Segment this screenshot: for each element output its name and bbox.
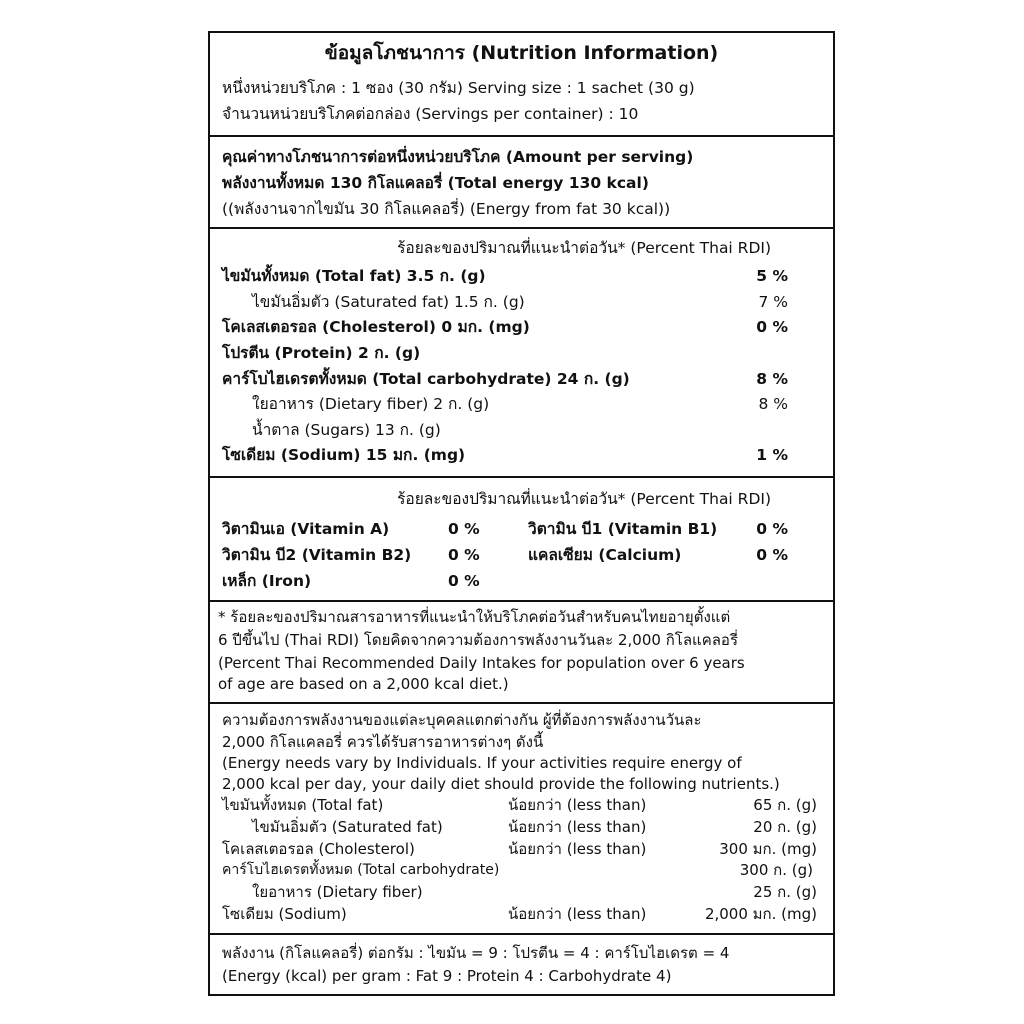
energy-from-fat: ((พลังงานจากไขมัน 30 กิโลแคลอรี่) (Energy from fat 30 kcal)) [222, 200, 671, 218]
vitamin-percent: 0 % [448, 546, 480, 564]
guideline-qualifier: น้อยกว่า (less than) [508, 905, 647, 923]
nutrient-row-label: ใยอาหาร (Dietary fiber) 2 ก. (g) [252, 395, 490, 413]
rdi-header: ร้อยละของปริมาณที่แนะนำต่อวัน* (Percent Thai RDI) [397, 239, 771, 257]
nutrient-row-label: คาร์โบไฮเดรตทั้งหมด (Total carbohydrate) 24 ก. (g) [222, 370, 630, 388]
guideline-label: คาร์โบไฮเดรตทั้งหมด (Total carbohydrate) [222, 862, 500, 878]
vitamin-label: วิตามิน บี2 (Vitamin B2) [222, 546, 412, 564]
guideline-value: 65 ก. (g) [753, 796, 817, 814]
guideline-qualifier: น้อยกว่า (less than) [508, 840, 647, 858]
label-title: ข้อมูลโภชนาการ (Nutrition Information) [324, 42, 719, 64]
energy-per-gram-section [210, 935, 833, 994]
serving-size: หนึ่งหน่วยบริโภค : 1 ซอง (30 กรัม) Serving size : 1 sachet (30 g) [222, 79, 695, 97]
guideline-value: 300 ก. (g) [739, 861, 813, 879]
vitamin-label: เหล็ก (Iron) [222, 572, 312, 590]
guideline-value: 25 ก. (g) [753, 883, 817, 901]
vitamin-percent: 0 % [448, 572, 480, 590]
nutrient-row-percent: 0 % [756, 318, 788, 336]
footnote-section [210, 602, 833, 704]
energy-needs-line: (Energy needs vary by Individuals. If your activities require energy of [222, 754, 742, 772]
energy-needs-section [210, 704, 833, 935]
servings-per-container: จำนวนหน่วยบริโภคต่อกล่อง (Servings per container) : 10 [222, 105, 639, 123]
nutrient-row-percent: 5 % [756, 267, 788, 285]
nutrient-row-label: โปรตีน (Protein) 2 ก. (g) [222, 344, 421, 362]
vitamin-label: แคลเซียม (Calcium) [528, 546, 682, 564]
energy-per-gram-thai: พลังงาน (กิโลแคลอรี่) ต่อกรัม : ไขมัน = 9 : โปรตีน = 4 : คาร์โบไฮเดรต = 4 [222, 944, 730, 962]
energy-needs-line: 2,000 กิโลแคลอรี่ ควรได้รับสารอาหารต่างๆ ดังนี้ [222, 733, 544, 751]
vitamin-label: วิตามิน บี1 (Vitamin B1) [528, 520, 718, 538]
vitamin-percent: 0 % [756, 546, 788, 564]
footnote-line: (Percent Thai Recommended Daily Intakes for population over 6 years [218, 654, 745, 672]
footnote-line: of age are based on a 2,000 kcal diet.) [218, 675, 509, 693]
energy-needs-line: 2,000 kcal per day, your daily diet should provide the following nutrients.) [222, 775, 780, 793]
nutrient-row-percent: 7 % [758, 293, 788, 311]
amount-per-serving: คุณค่าทางโภชนาการต่อหนึ่งหน่วยบริโภค (Amount per serving) [222, 148, 694, 166]
nutrient-row-label: น้ำตาล (Sugars) 13 ก. (g) [252, 421, 441, 439]
guideline-qualifier: น้อยกว่า (less than) [508, 796, 647, 814]
guideline-label: โซเดียม (Sodium) [222, 905, 347, 923]
footnote-line: 6 ปีขึ้นไป (Thai RDI) โดยคิดจากความต้องการพลังงานวันละ 2,000 กิโลแคลอรี่ [218, 631, 738, 649]
guideline-label: ไขมันทั้งหมด (Total fat) [222, 796, 384, 814]
guideline-label: ใยอาหาร (Dietary fiber) [252, 883, 423, 901]
vitamin-percent: 0 % [756, 520, 788, 538]
nutrients-section [210, 229, 833, 478]
nutrient-row-label: ไขมันอิ่มตัว (Saturated fat) 1.5 ก. (g) [252, 293, 525, 311]
nutrient-row-percent: 8 % [758, 395, 788, 413]
guideline-qualifier: น้อยกว่า (less than) [508, 818, 647, 836]
nutrient-row-percent: 8 % [756, 370, 788, 388]
guideline-value: 20 ก. (g) [753, 818, 817, 836]
header-section [210, 33, 833, 137]
total-energy: พลังงานทั้งหมด 130 กิโลแคลอรี่ (Total energy 130 kcal) [222, 174, 649, 192]
vitamin-percent: 0 % [448, 520, 480, 538]
vitamin-label: วิตามินเอ (Vitamin A) [222, 520, 390, 538]
vitamins-section [210, 478, 833, 602]
nutrient-row-label: ไขมันทั้งหมด (Total fat) 3.5 ก. (g) [222, 267, 486, 285]
footnote-line: * ร้อยละของปริมาณสารอาหารที่แนะนำให้บริโภคต่อวันสำหรับคนไทยอายุตั้งแต่ [218, 608, 731, 626]
guideline-value: 300 มก. (mg) [719, 840, 817, 858]
guideline-label: ไขมันอิ่มตัว (Saturated fat) [252, 818, 443, 836]
rdi-header: ร้อยละของปริมาณที่แนะนำต่อวัน* (Percent Thai RDI) [397, 490, 771, 508]
guideline-value: 2,000 มก. (mg) [704, 905, 817, 923]
energy-needs-line: ความต้องการพลังงานของแต่ละบุคคลแตกต่างกัน ผู้ที่ต้องการพลังงานวันละ [222, 711, 702, 729]
energy-section [210, 137, 833, 229]
nutrient-row-percent: 1 % [756, 446, 788, 464]
nutrient-row-label: โคเลสเตอรอล (Cholesterol) 0 มก. (mg) [222, 318, 530, 336]
energy-per-gram-english: (Energy (kcal) per gram : Fat 9 : Protein 4 : Carbohydrate 4) [222, 967, 672, 985]
guideline-label: โคเลสเตอรอล (Cholesterol) [222, 840, 415, 858]
nutrient-row-label: โซเดียม (Sodium) 15 มก. (mg) [222, 446, 466, 464]
nutrition-label [208, 31, 835, 996]
